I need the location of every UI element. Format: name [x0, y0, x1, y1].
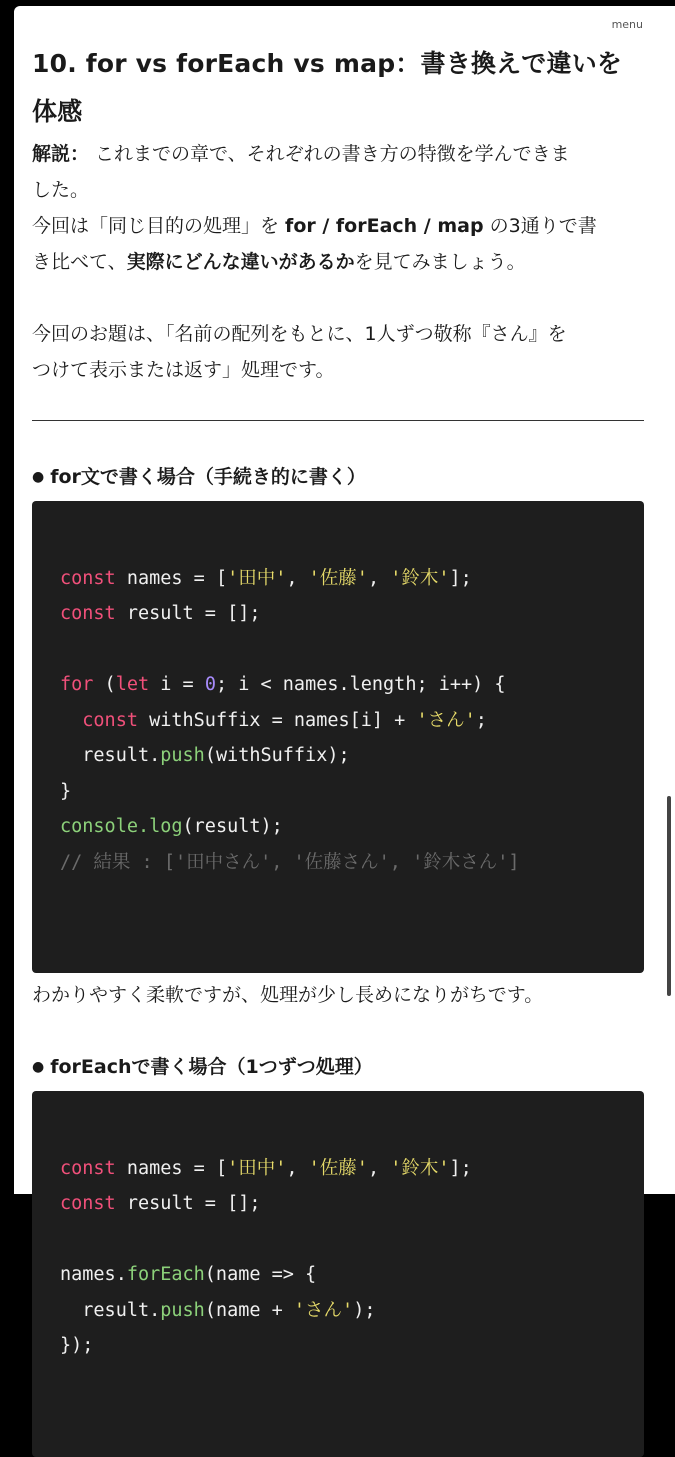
code-token: const [60, 603, 116, 624]
code-token: ); [353, 1299, 376, 1321]
code-token: } [60, 780, 72, 802]
theme-text-1: 今回のお題は、「名前の配列をもとに、1人ずつ敬称『さん』を [32, 323, 567, 345]
code-line [60, 1151, 644, 1187]
section-title [32, 40, 644, 136]
for-heading-text: for文で書く場合（手続き的に書く） [50, 466, 366, 488]
bullet-icon: ● [32, 1059, 45, 1075]
code-token: // 結果 : ['田中さん', '佐藤さん', '鈴木さん'] [60, 851, 520, 873]
code-token: '佐藤' [308, 1157, 368, 1179]
theme-paragraph [32, 316, 644, 388]
code-line [60, 1222, 644, 1258]
intro-text: 今回は「同じ目的の処理」を [32, 215, 286, 237]
code-line [60, 738, 644, 774]
code-token: , [367, 567, 391, 589]
code-token: , [367, 1157, 391, 1179]
explanation-paragraph [32, 136, 644, 280]
for-summary: わかりやすく柔軟ですが、処理が少し長めになりがちです。 [32, 984, 544, 1006]
code-token: ]; [449, 567, 472, 589]
foreach-heading-text: forEachで書く場合（1つずつ処理） [50, 1056, 373, 1078]
code-token: result = []; [115, 603, 261, 624]
code-line [60, 596, 644, 632]
intro-bold-phrase: 実際にどんな違いがあるか [126, 251, 355, 273]
code-token: 'さん' [293, 1299, 354, 1321]
code-token [60, 710, 82, 731]
code-token: push [160, 745, 205, 766]
code-token: log [149, 816, 183, 837]
code-token: const [60, 1157, 116, 1179]
section-title-line2: 体感 [32, 97, 83, 126]
explain-text-2: した。 [32, 179, 90, 201]
code-line [60, 1186, 644, 1222]
section-divider [32, 420, 644, 421]
code-token: '鈴木' [390, 1157, 450, 1179]
code-token [60, 745, 82, 766]
code-token: }); [60, 1335, 94, 1356]
foreach-code-block [32, 1091, 644, 1457]
code-token: i = [149, 674, 205, 695]
code-line [60, 667, 644, 703]
code-line [60, 561, 644, 597]
theme-text-2: つけて表示または返す」処理です。 [32, 359, 335, 381]
intro-text-2: の3通りで書 [483, 215, 597, 237]
code-token: ]; [449, 1157, 472, 1179]
code-token: '田中' [227, 1157, 287, 1179]
code-token: ; i < names.length; i++) { [215, 674, 506, 695]
section-title-line1: 10. for vs forEach vs map：書き換えで違いを [32, 49, 623, 78]
code-token: forEach [126, 1264, 205, 1285]
code-token: push [160, 1299, 205, 1321]
bullet-icon: ● [32, 469, 45, 485]
code-token: '鈴木' [390, 567, 450, 589]
intro-text-3: き比べて、 [32, 251, 127, 273]
explain-label: 解説： [32, 143, 90, 165]
code-line [60, 703, 644, 739]
scrollbar[interactable] [667, 796, 671, 996]
code-token: names = [ [115, 1157, 228, 1179]
code-line [60, 1257, 644, 1293]
code-token: , [286, 567, 309, 589]
code-token: result. [82, 1299, 161, 1321]
code-token: '田中' [227, 567, 287, 589]
explain-text: これまでの章で、それぞれの書き方の特徴を学んできま [89, 143, 570, 165]
code-token: const [82, 709, 138, 731]
intro-bold-keywords: for / forEach / map [285, 215, 484, 237]
code-token: for [60, 674, 94, 695]
code-token: names = [ [115, 567, 228, 589]
code-token: (withSuffix); [204, 745, 350, 766]
code-token: (name + [204, 1299, 294, 1321]
code-token: result. [82, 745, 161, 766]
code-token: const [60, 567, 116, 589]
code-token: withSuffix = names[i] + [137, 709, 417, 731]
code-token: result = []; [115, 1193, 261, 1214]
code-line [60, 632, 644, 668]
code-token: (name => { [204, 1264, 317, 1285]
code-line [60, 809, 644, 845]
code-token: ; [475, 709, 487, 731]
code-line [60, 1328, 644, 1364]
code-comment-line [60, 845, 644, 881]
code-token: '佐藤' [308, 567, 368, 589]
code-line [60, 774, 644, 810]
code-token: ( [93, 674, 116, 695]
intro-text-4: を見てみましょう。 [354, 251, 526, 273]
code-token: 'さん' [416, 709, 476, 731]
code-token: , [286, 1157, 309, 1179]
code-token: (result); [182, 816, 283, 837]
code-token [60, 1300, 82, 1321]
menu-button[interactable]: menu [611, 18, 643, 31]
for-code-block [32, 501, 644, 973]
article-page [14, 6, 675, 1356]
code-line [60, 1293, 644, 1329]
for-heading [32, 459, 644, 495]
foreach-heading [32, 1049, 644, 1085]
code-token: 0 [204, 674, 216, 695]
article-content [32, 40, 644, 1457]
code-token: let [115, 674, 150, 695]
code-token: names. [60, 1264, 127, 1285]
code-token: const [60, 1193, 116, 1214]
code-token: console. [60, 816, 150, 837]
